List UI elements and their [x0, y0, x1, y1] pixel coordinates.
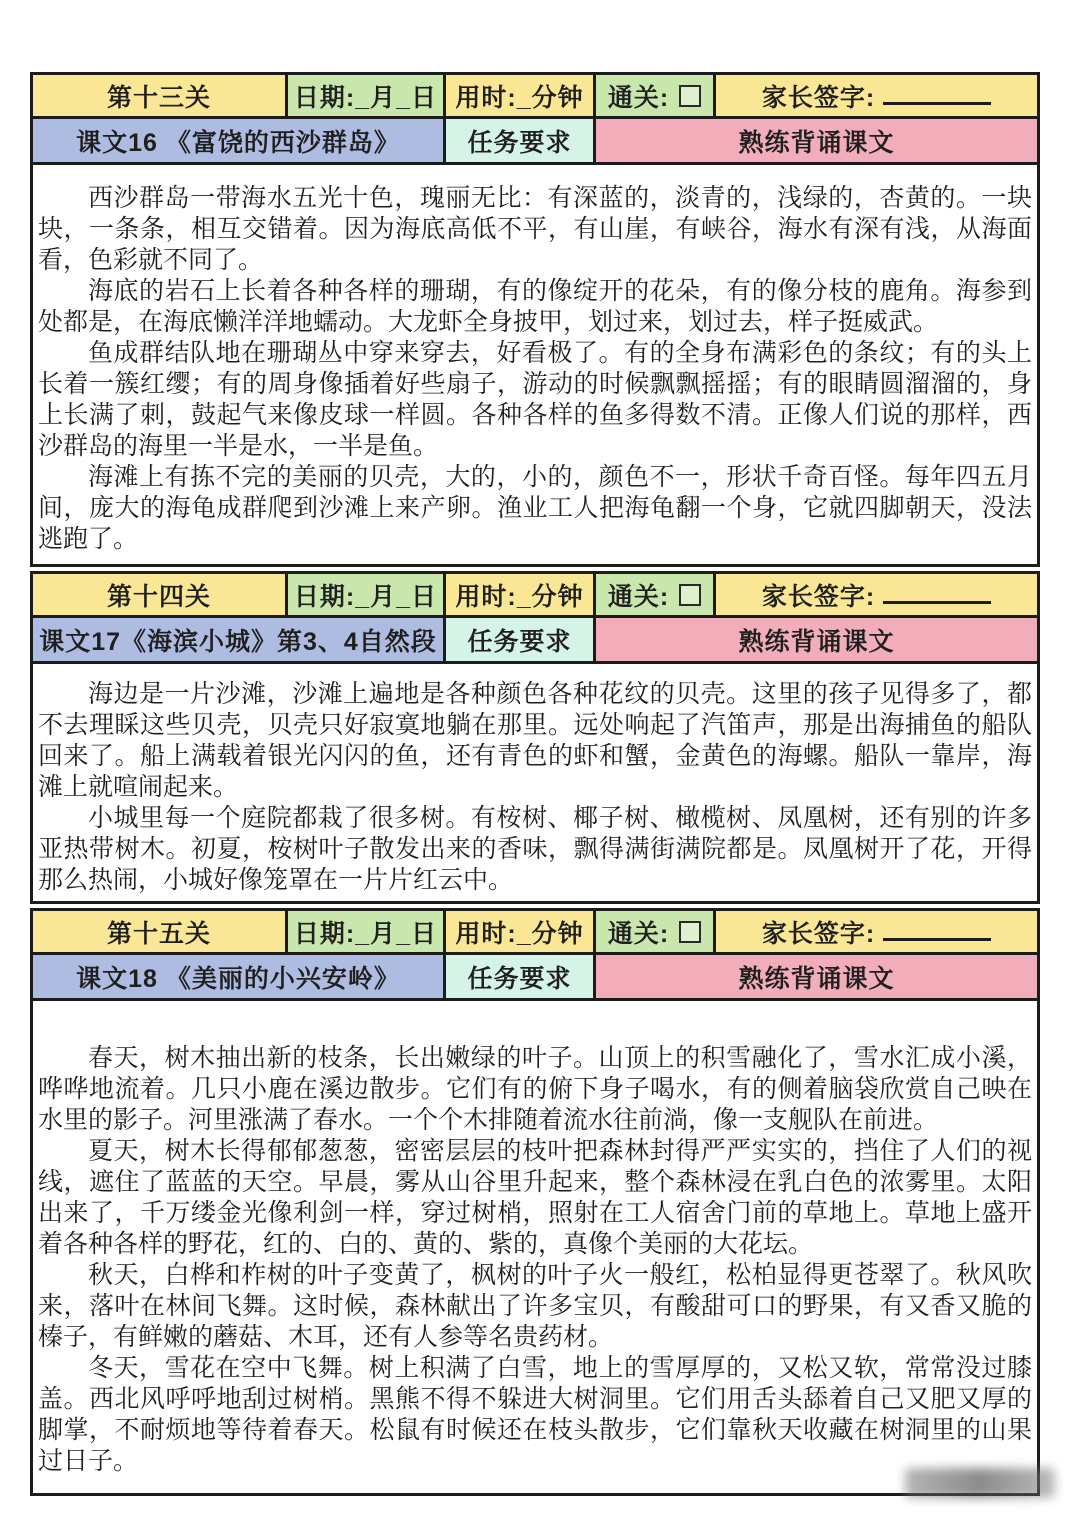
- date-cell: 日期:_月_日: [288, 911, 446, 952]
- section-header-row: [33, 75, 1037, 119]
- level-cell: 第十五关: [33, 911, 288, 952]
- paragraph: 春天，树木抽出新的枝条，长出嫩绿的叶子。山顶上的积雪融化了，雪水汇成小溪，哗哗地流着。几只小鹿在溪边散步。它们有的俯下身子喝水，有的侧着脑袋欣赏自己映在水里的影子。河里涨满了春水。一个个木排随着流水往前淌，像一支舰队在前进。: [38, 1044, 1032, 1134]
- section-level-13: [30, 72, 1040, 567]
- signature-line[interactable]: [883, 87, 991, 105]
- paragraph: 秋天，白桦和柞树的叶子变黄了，枫树的叶子火一般红，松柏显得更苍翠了。秋风吹来，落叶在林间飞舞。这时候，森林献出了许多宝贝，有酸甜可口的野果，有又香又脆的榛子，有鲜嫩的蘑菇、木耳，还有人参等名贵药材。: [38, 1261, 1032, 1351]
- section-level-15: [30, 908, 1040, 1496]
- date-cell: 日期:_月_日: [288, 75, 446, 116]
- task-label-cell: 任务要求: [446, 618, 596, 661]
- time-cell: 用时:_分钟: [446, 574, 596, 615]
- level-cell: 第十三关: [33, 75, 288, 116]
- sign-label: 家长签字:: [761, 83, 876, 112]
- task-value-cell: 熟练背诵课文: [596, 119, 1037, 162]
- pass-cell: [596, 911, 716, 952]
- lesson-title-cell: 课文17《海滨小城》第3、4自然段: [33, 618, 446, 661]
- pass-checkbox[interactable]: [679, 584, 701, 606]
- lesson-text-body: [33, 165, 1037, 564]
- sign-label: 家长签字:: [761, 919, 876, 948]
- watermark-blur: [905, 1468, 1055, 1498]
- signature-line[interactable]: [883, 586, 991, 604]
- paragraph: 鱼成群结队地在珊瑚丛中穿来穿去，好看极了。有的全身布满彩色的条纹；有的头上长着一簇红缨；有的周身像插着好些扇子，游动的时候飘飘摇摇；有的眼睛圆溜溜的，身上长满了刺，鼓起气来像皮球一样圆。各种各样的鱼多得数不清。正像人们说的那样，西沙群岛的海里一半是水，一半是鱼。: [38, 339, 1032, 460]
- pass-label: 通关:: [607, 919, 670, 948]
- signature-line[interactable]: [883, 923, 991, 941]
- paragraph: 夏天，树木长得郁郁葱葱，密密层层的枝叶把森林封得严严实实的，挡住了人们的视线，遮住了蓝蓝的天空。早晨，雾从山谷里升起来，整个森林浸在乳白色的浓雾里。太阳出来了，千万缕金光像利剑一样，穿过树梢，照射在工人宿舍门前的草地上。草地上盛开着各种各样的野花，红的、白的、黄的、紫的，真像个美丽的大花坛。: [38, 1137, 1032, 1258]
- section-level-14: [30, 571, 1040, 904]
- pass-label: 通关:: [607, 582, 670, 611]
- worksheet-page: [30, 72, 1040, 1496]
- pass-checkbox[interactable]: [679, 85, 701, 107]
- paragraph: 海底的岩石上长着各种各样的珊瑚，有的像绽开的花朵，有的像分枝的鹿角。海参到处都是，在海底懒洋洋地蠕动。大龙虾全身披甲，划过来，划过去，样子挺威武。: [38, 277, 1032, 336]
- sign-cell: [716, 75, 1037, 116]
- paragraph: 小城里每一个庭院都栽了很多树。有桉树、椰子树、橄榄树、凤凰树，还有别的许多亚热带树木。初夏，桉树叶子散发出来的香味，飘得满街满院都是。凤凰树开了花，开得那么热闹，小城好像笼罩在一片片红云中。: [38, 804, 1032, 894]
- section-title-row: [33, 119, 1037, 165]
- task-value-cell: 熟练背诵课文: [596, 955, 1037, 998]
- paragraph: 海滩上有拣不完的美丽的贝壳，大的，小的，颜色不一，形状千奇百怪。每年四五月间，庞大的海龟成群爬到沙滩上来产卵。渔业工人把海龟翻一个身，它就四脚朝天，没法逃跑了。: [38, 463, 1032, 553]
- time-cell: 用时:_分钟: [446, 75, 596, 116]
- level-cell: 第十四关: [33, 574, 288, 615]
- section-title-row: [33, 618, 1037, 664]
- time-cell: 用时:_分钟: [446, 911, 596, 952]
- lesson-text-body: [33, 664, 1037, 901]
- lesson-title-cell: 课文18 《美丽的小兴安岭》: [33, 955, 446, 998]
- lesson-title-cell: 课文16 《富饶的西沙群岛》: [33, 119, 446, 162]
- section-header-row: [33, 911, 1037, 955]
- pass-cell: [596, 574, 716, 615]
- paragraph: 西沙群岛一带海水五光十色，瑰丽无比：有深蓝的，淡青的，浅绿的，杏黄的。一块块，一条条，相互交错着。因为海底高低不平，有山崖，有峡谷，海水有深有浅，从海面看，色彩就不同了。: [38, 184, 1032, 274]
- lesson-text-body: [33, 1001, 1037, 1493]
- pass-label: 通关:: [607, 83, 670, 112]
- section-header-row: [33, 574, 1037, 618]
- pass-cell: [596, 75, 716, 116]
- paragraph: 海边是一片沙滩，沙滩上遍地是各种颜色各种花纹的贝壳。这里的孩子见得多了，都不去理睬这些贝壳，贝壳只好寂寞地躺在那里。远处响起了汽笛声，那是出海捕鱼的船队回来了。船上满载着银光闪闪的鱼，还有青色的虾和蟹，金黄色的海螺。船队一靠岸，海滩上就喧闹起来。: [38, 680, 1032, 801]
- sign-cell: [716, 911, 1037, 952]
- pass-checkbox[interactable]: [679, 921, 701, 943]
- paragraph: 冬天，雪花在空中飞舞。树上积满了白雪，地上的雪厚厚的，又松又软，常常没过膝盖。西北风呼呼地刮过树梢。黑熊不得不躲进大树洞里。它们用舌头舔着自己又肥又厚的脚掌，不耐烦地等待着春天。松鼠有时候还在枝头散步，它们靠秋天收藏在树洞里的山果过日子。: [38, 1354, 1032, 1475]
- section-title-row: [33, 955, 1037, 1001]
- task-label-cell: 任务要求: [446, 119, 596, 162]
- sign-cell: [716, 574, 1037, 615]
- date-cell: 日期:_月_日: [288, 574, 446, 615]
- task-label-cell: 任务要求: [446, 955, 596, 998]
- sign-label: 家长签字:: [761, 582, 876, 611]
- task-value-cell: 熟练背诵课文: [596, 618, 1037, 661]
